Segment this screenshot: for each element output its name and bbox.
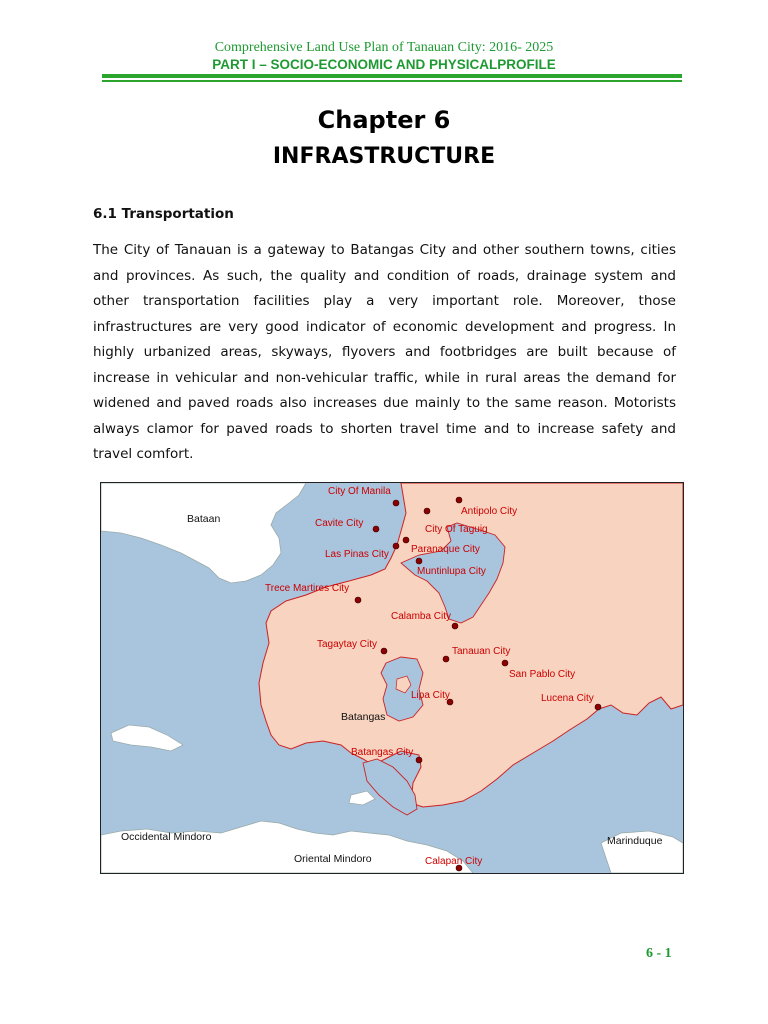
label-taguig: City Of Taguig	[425, 524, 488, 535]
calamba-dot	[452, 623, 458, 629]
chapter-title: INFRASTRUCTURE	[272, 144, 496, 169]
san-pablo-dot	[502, 660, 508, 666]
map-svg	[101, 483, 683, 873]
label-san-pablo: San Pablo City	[509, 669, 576, 680]
lucena-dot	[595, 704, 601, 710]
las-pinas-dot	[393, 543, 399, 549]
paranaque-dot	[403, 537, 409, 543]
label-muntinlupa: Muntinlupa City	[417, 566, 486, 577]
label-oriental-mindoro: Oriental Mindoro	[294, 853, 372, 865]
antipolo-dot	[456, 497, 462, 503]
cavite-dot	[373, 526, 379, 532]
tagaytay-dot	[381, 648, 387, 654]
batangas-city-dot	[416, 757, 422, 763]
label-las-pinas: Las Pinas City	[325, 549, 389, 560]
chapter-number: Chapter 6	[317, 106, 451, 134]
batangas-bay	[363, 759, 417, 815]
document-header-part: PART I – SOCIO-ECONOMIC AND PHYSICALPROFILE	[212, 57, 556, 72]
label-calamba: Calamba City	[391, 611, 452, 622]
tanauan-dot	[443, 656, 449, 662]
bataan-landmass	[101, 483, 306, 583]
section-paragraph: The City of Tanauan is a gateway to Batangas City and other southern towns, cities and provinces. As such, the quality and condition of roads, drainage system and other transportation facilities play a very important role. Moreover, those infrastructures are very good indicator of economic development and progress. In highly urbanized areas, skyways, flyovers and footbridges are built because of increase in vehicular and non-vehicular traffic, while in rural areas the demand for widened and paved roads also increases due mainly to the same reason. Motorists always clamor for paved roads to shorten travel time and to increase safety and travel comfort.	[93, 242, 676, 462]
header-rule-thin	[102, 80, 682, 82]
western-islands	[111, 725, 183, 751]
document-header-title: Comprehensive Land Use Plan of Tanauan City: 2016- 2025	[214, 40, 554, 55]
label-batangas: Batangas	[341, 711, 386, 723]
label-lipa: Lipa City	[411, 690, 450, 701]
label-occidental-mindoro: Occidental Mindoro	[121, 831, 212, 843]
label-marinduque: Marinduque	[607, 835, 663, 847]
muntinlupa-dot	[416, 558, 422, 564]
mindoro-landmass	[101, 821, 473, 873]
label-lucena: Lucena City	[541, 693, 594, 704]
page-number: 6 - 1	[646, 946, 672, 961]
label-manila: City Of Manila	[328, 486, 391, 497]
label-trece-martires: Trece Martires City	[265, 583, 350, 594]
label-tagaytay: Tagaytay City	[317, 639, 378, 650]
label-calapan: Calapan City	[425, 856, 483, 867]
label-paranaque: Paranaque City	[411, 544, 480, 555]
label-bataan: Bataan	[187, 513, 221, 525]
header-rule-thick	[102, 74, 682, 78]
manila-dot	[393, 500, 399, 506]
section-heading: 6.1 Transportation	[93, 206, 234, 222]
label-tanauan: Tanauan City	[452, 646, 511, 657]
label-batangas-city: Batangas City	[351, 747, 414, 758]
verde-island	[349, 791, 375, 805]
taguig-dot	[424, 508, 430, 514]
region-map	[100, 482, 684, 874]
trece-martires-dot	[355, 597, 361, 603]
label-cavite: Cavite City	[315, 518, 364, 529]
label-antipolo: Antipolo City	[461, 506, 518, 517]
